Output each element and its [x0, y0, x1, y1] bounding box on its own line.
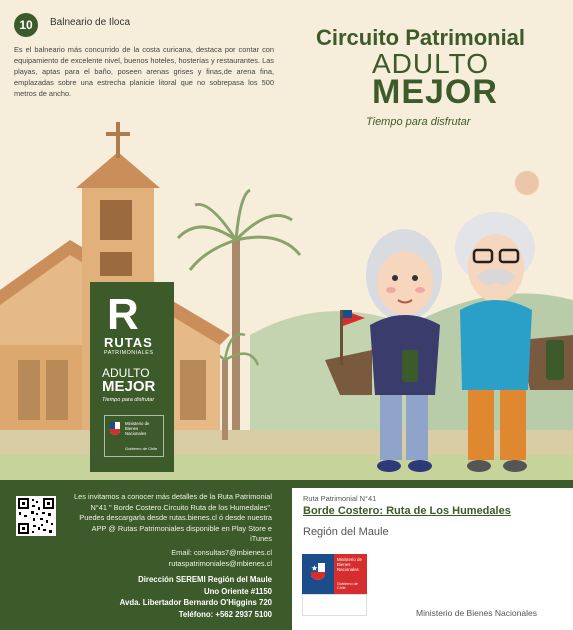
ministry-label: Ministerio de Bienes Nacionales	[416, 608, 537, 618]
route-number: Ruta Patrimonial N°41	[303, 494, 377, 503]
qr-code-icon[interactable]	[16, 496, 56, 536]
gobierno-de-chile-logo	[302, 554, 367, 616]
brand-circuit-title: Circuito Patrimonial	[316, 25, 526, 50]
logo-mejor-text: MEJOR	[102, 378, 156, 395]
stop-title: Balneario de Iloca	[50, 17, 131, 28]
footer-invite-text: Les invitamos a conocer más detalles de la Ruta Patrimonial N°41 " Borde Costero.Circuito Ruta de los Humedales". Puedes descargarla desde rutas.bienes.cl ó desde nuestra APP @ Rutas Patrimoniales disponible en Play Store e iTunes	[73, 492, 272, 543]
gob-ministry-line1: Ministerio de	[337, 557, 362, 562]
footer-address	[68, 574, 272, 620]
gob-ministry-line3: Nacionales	[337, 567, 359, 572]
logo-ministry-line3: Nacionales	[125, 431, 147, 437]
logo-ministry-text	[125, 421, 149, 437]
brand-mejor: MEJOR	[372, 73, 498, 111]
region-label: Región del Maule	[303, 526, 389, 538]
logo-patrimoniales-text: PATRIMONIALES	[104, 350, 154, 356]
address-phone: Teléfono: +562 2937 5100	[178, 609, 272, 619]
logo-ministry-line1: Ministerio de	[125, 421, 150, 426]
chile-shield-icon	[310, 562, 326, 584]
gob-ministry-text	[337, 557, 362, 572]
logo-white-band	[302, 594, 367, 616]
logo-tagline: Tiempo para disfrutar	[102, 397, 155, 403]
gob-sub-text: Gobierno de Chile	[337, 582, 358, 590]
logo-adulto-text: ADULTO	[102, 366, 150, 380]
route-name: Borde Costero: Ruta de Los Humedales	[303, 505, 511, 517]
footer-email-2[interactable]: rutaspatrimoniales@mbienes.cl	[168, 559, 272, 568]
ministry-logo-box	[104, 415, 164, 457]
route-info-panel	[292, 488, 573, 630]
address-line-1: Uno Oriente #1150	[203, 586, 272, 596]
logo-rutas-text: RUTAS	[104, 335, 153, 350]
stop-description: Es el balneario más concurrido de la costa curicana, destaca por contar con equipamiento de excelente nivel, buenos hoteles, hosterías y restaurantes. Las playas, aptas para el baño, poseen arenas grises y finas,de arena fina, emplazadas sobre una estrecha planicie litoral que no sobrepasa los 500 metros de ancho.	[14, 45, 274, 98]
address-title: Dirección SEREMI Región del Maule	[138, 575, 272, 584]
rutas-patrimoniales-logo-panel	[90, 282, 174, 472]
chile-shield-icon	[109, 421, 121, 439]
logo-gobierno-text: Gobierno de Chile	[125, 446, 158, 451]
brand-tagline: Tiempo para disfrutar	[366, 116, 471, 128]
brand-adulto: ADULTO	[372, 48, 489, 79]
logo-ministry-line2: Bienes	[125, 426, 139, 432]
stop-number-badge: 10	[14, 13, 38, 37]
gob-ministry-line2: Bienes	[337, 562, 351, 567]
rutas-r-logo: R	[107, 290, 139, 339]
address-line-2: Avda. Libertador Bernardo O'Higgins 720	[119, 598, 272, 607]
footer-email-1[interactable]: Email: consultas7@mbienes.cl	[171, 548, 272, 557]
